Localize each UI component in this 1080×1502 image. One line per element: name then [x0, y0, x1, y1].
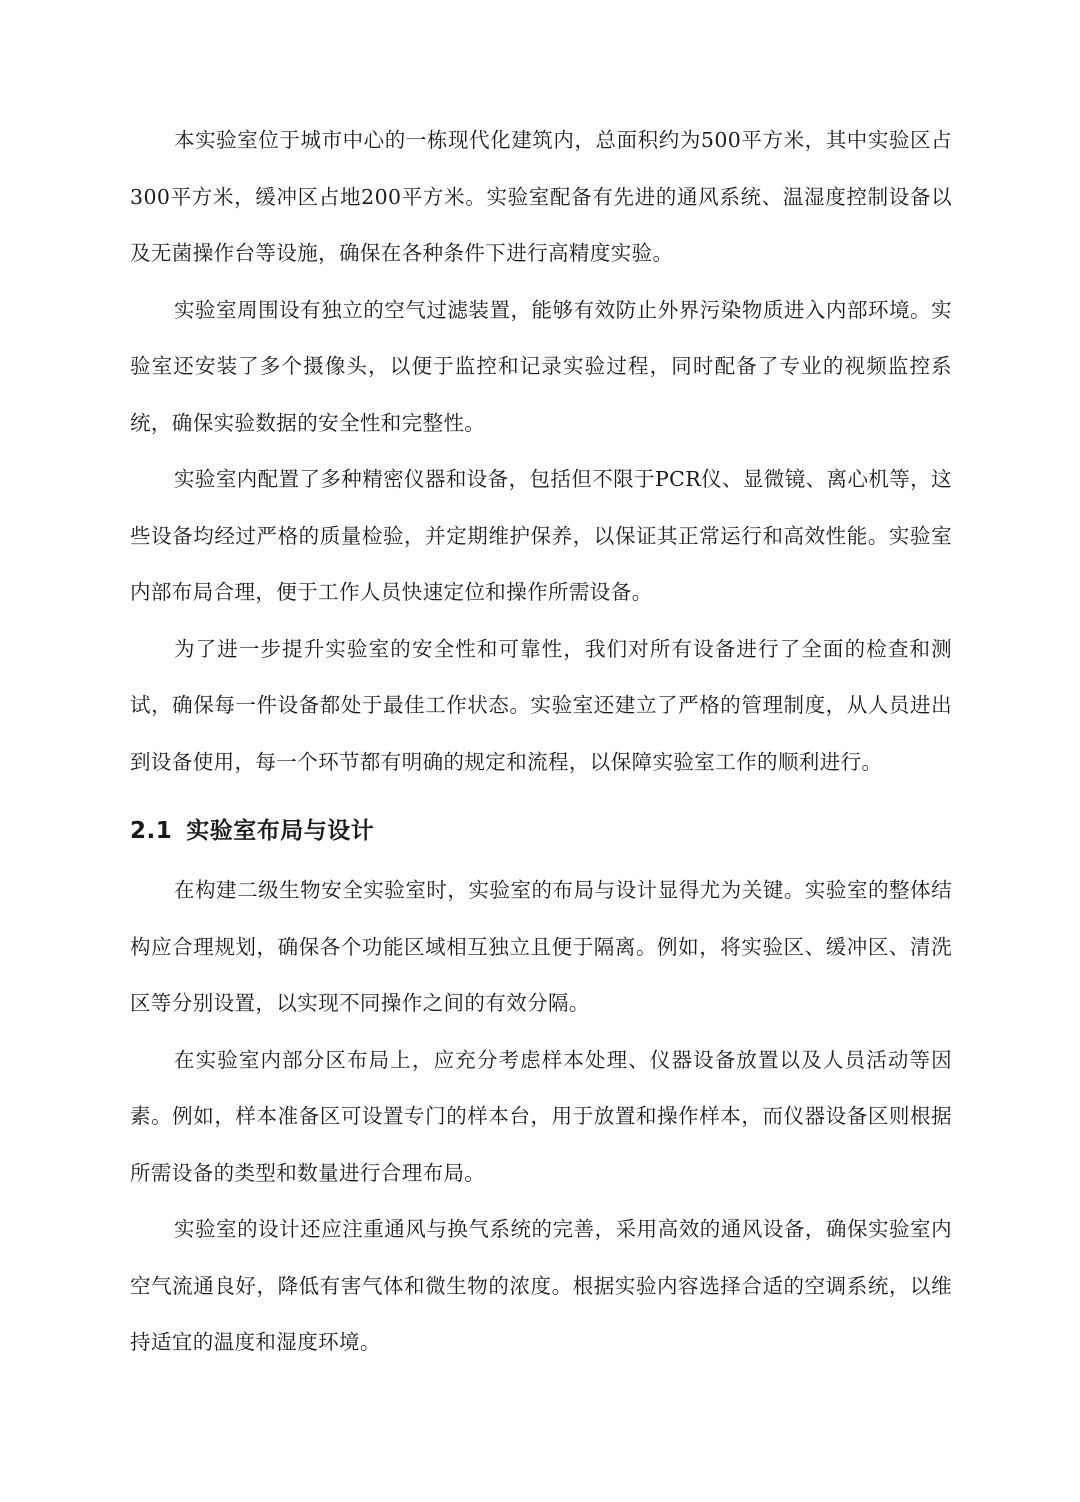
section-number: 2.1 [130, 818, 173, 844]
paragraph-overall-layout: 在构建二级生物安全实验室时，实验室的布局与设计显得尤为关键。实验室的整体结构应合理规划，确保各个功能区域相互独立且便于隔离。例如，将实验区、缓冲区、清洗区等分别设置，以实现不同操作之间的有效分隔。 [130, 878, 952, 1015]
paragraph-ventilation: 实验室的设计还应注重通风与换气系统的完善，采用高效的通风设备，确保实验室内空气流通良好，降低有害气体和微生物的浓度。根据实验内容选择合适的空调系统，以维持适宜的温度和湿度环境。 [130, 1217, 952, 1354]
paragraph-safety-management: 为了进一步提升实验室的安全性和可靠性，我们对所有设备进行了全面的检查和测试，确保每一件设备都处于最佳工作状态。实验室还建立了严格的管理制度，从人员进出到设备使用，每一个环节都有明确的规定和流程，以保障实验室工作的顺利进行。 [130, 636, 952, 774]
section-heading [130, 800, 952, 862]
paragraph-air-filtration: 实验室周围设有独立的空气过滤装置，能够有效防止外界污染物质进入内部环境。实验室还安装了多个摄像头，以便于监控和记录实验过程，同时配备了专业的视频监控系统，确保实验数据的安全性和完整性。 [130, 297, 952, 435]
paragraph-location: 本实验室位于城市中心的一栋现代化建筑内，总面积约为500平方米，其中实验区占300平方米，缓冲区占地200平方米。实验室配备有先进的通风系统、温湿度控制设备以及无菌操作台等设施，确保在各种条件下进行高精度实验。 [130, 128, 952, 265]
paragraph-instruments: 实验室内配置了多种精密仪器和设备，包括但不限于PCR仪、显微镜、离心机等，这些设备均经过严格的质量检验，并定期维护保养，以保证其正常运行和高效性能。实验室内部布局合理，便于工作人员快速定位和操作所需设备。 [130, 467, 952, 604]
paragraph-zoning: 在实验室内部分区布局上，应充分考虑样本处理、仪器设备放置以及人员活动等因素。例如，样本准备区可设置专门的样本台，用于放置和操作样本，而仪器设备区则根据所需设备的类型和数量进行合理布局。 [130, 1047, 952, 1185]
section-title: 实验室布局与设计 [186, 818, 375, 844]
